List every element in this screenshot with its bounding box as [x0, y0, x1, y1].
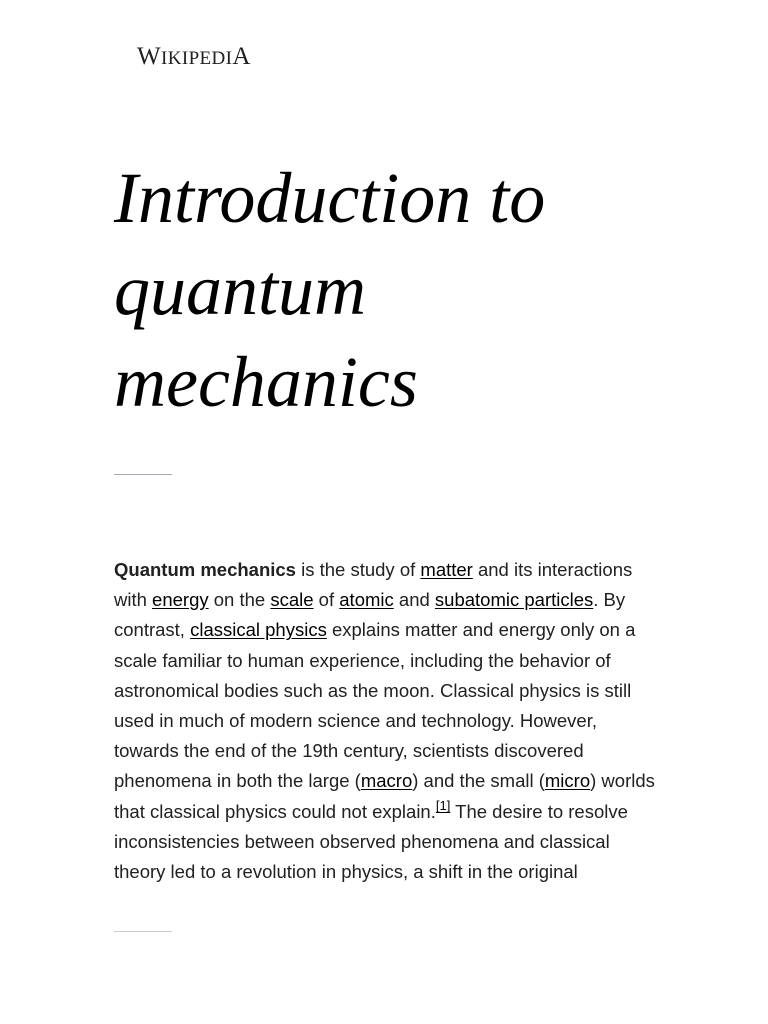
- link-scale[interactable]: scale: [270, 589, 314, 611]
- link-matter[interactable]: matter: [420, 559, 473, 580]
- page-title: Introduction to quantum mechanics: [114, 158, 546, 422]
- text-segment: The desire to resolve inconsistencies between observed phenomena and classical theory led to a revolution in physics, a shift in the original: [114, 800, 628, 883]
- logo-letters-middle: IKIPEDI: [161, 48, 233, 69]
- reference-superscript: [436, 797, 450, 814]
- text-segment: ) worlds that classical physics could not explain.: [114, 770, 655, 822]
- link-atomic[interactable]: atomic: [339, 589, 394, 611]
- text-segment: of: [313, 589, 340, 611]
- link-macro[interactable]: macro: [360, 770, 413, 792]
- text-segment: on the: [208, 589, 271, 611]
- link-classical-physics[interactable]: classical physics: [190, 619, 327, 641]
- section-divider: [114, 931, 172, 932]
- bold-term: Quantum mechanics: [114, 559, 296, 580]
- logo-letter-a: A: [232, 43, 251, 70]
- text-segment: is the study of: [295, 559, 421, 580]
- link-energy[interactable]: energy: [152, 589, 209, 611]
- text-segment: explains matter and energy only on a scale familiar to human experience, including the behavior of astronomical bodies such as the moon. Classical physics is still used in much of modern science and technology. However, towards the end of the 19th century, scientists discovered phenomena in both the large (: [114, 619, 636, 792]
- link-subatomic-particles[interactable]: subatomic particles: [434, 589, 594, 611]
- text-segment: ) and the small (: [412, 770, 545, 792]
- logo-letter-w: W: [137, 43, 161, 70]
- wikipedia-logo[interactable]: [137, 44, 251, 69]
- link-micro[interactable]: micro: [544, 770, 591, 792]
- text-segment: and its interactions with: [114, 559, 633, 611]
- title-divider: [114, 474, 172, 475]
- lead-paragraph: [114, 555, 659, 887]
- reference-link-1[interactable]: [1]: [435, 798, 451, 814]
- text-segment: . By contrast,: [114, 589, 626, 641]
- text-segment: and: [393, 589, 435, 611]
